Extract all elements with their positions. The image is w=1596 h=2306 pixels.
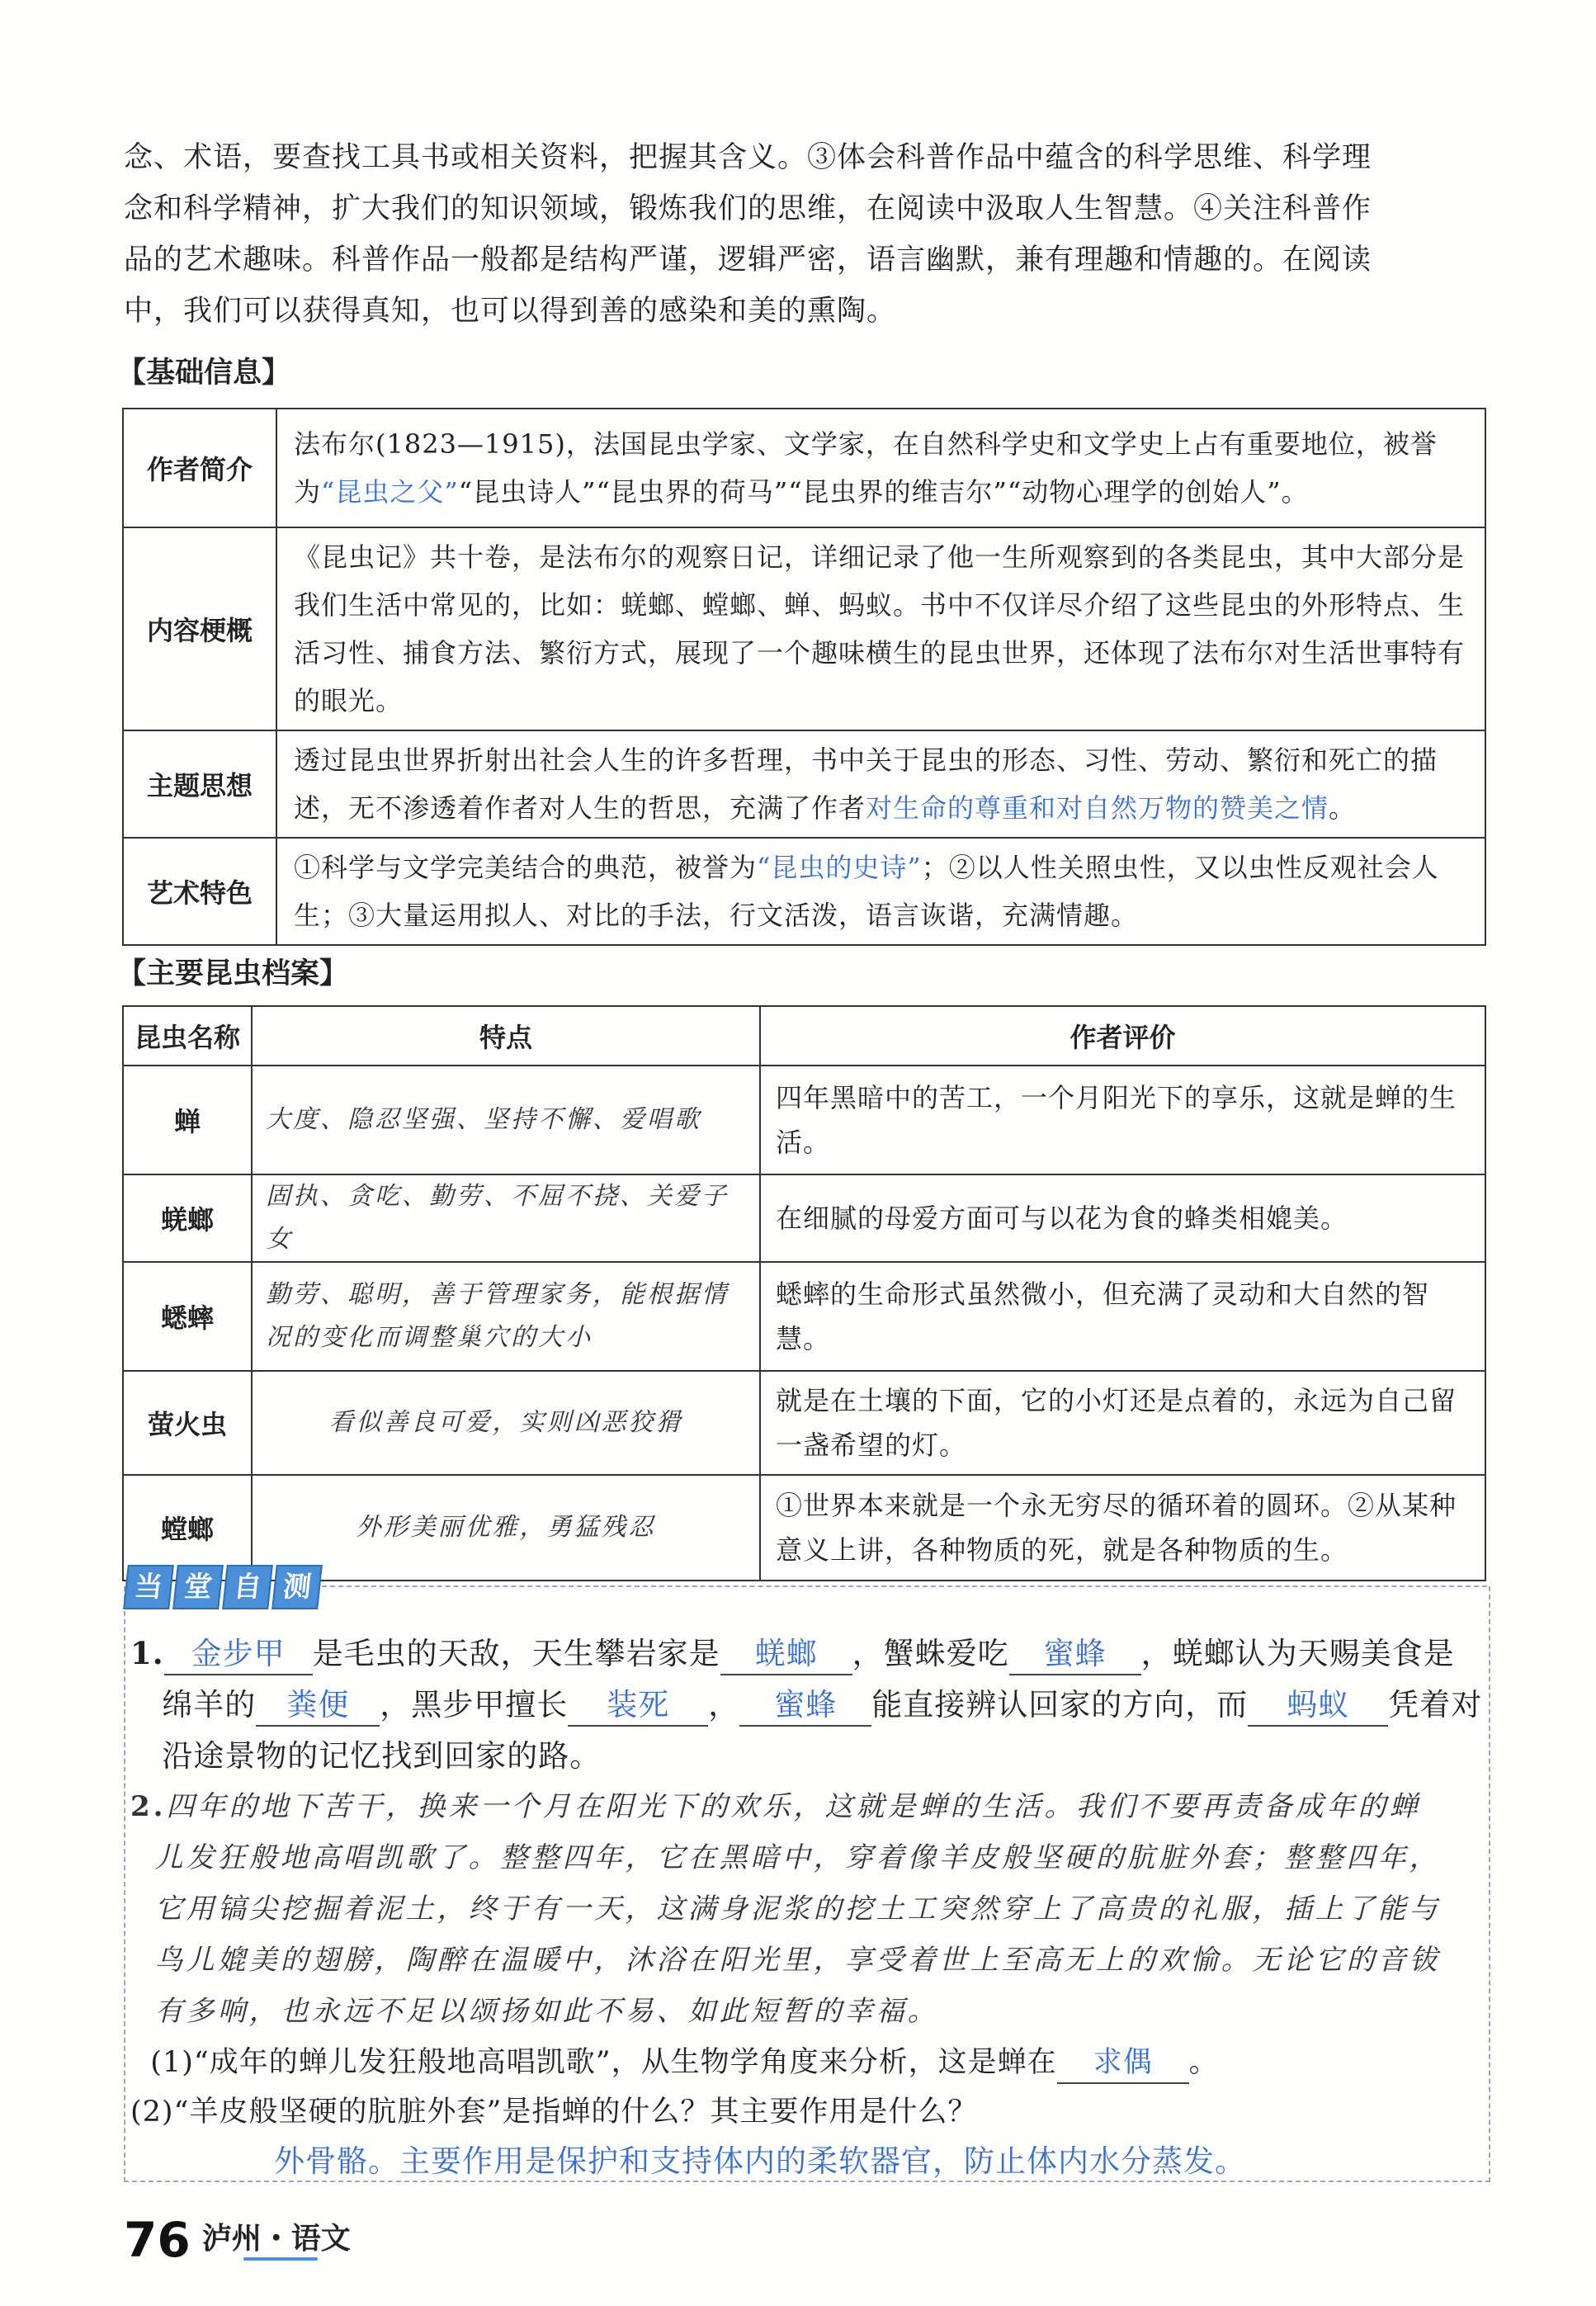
- intro-paragraph: [124, 132, 1485, 337]
- insect-evaluation: 四年黑暗中的苦工，一个月阳光下的享乐，这就是蝉的生活。: [760, 1066, 1485, 1174]
- insect-feature: 固执、贪吃、勤劳、不屈不挠、关爱子女: [252, 1174, 760, 1262]
- page-number: 76: [124, 2212, 191, 2268]
- insects-table: [122, 1005, 1486, 1581]
- row-label: 主题思想: [123, 730, 276, 838]
- table-row: [123, 1174, 1485, 1262]
- divider: [322, 1585, 1487, 1587]
- badge-char: 堂: [172, 1565, 224, 1609]
- insect-feature: 看似善良可爱，实则凶恶狡猾: [252, 1371, 760, 1475]
- question-1: 1. 金步甲 是毛虫的天敌，天生攀岩家是 蜣螂 ，蟹蛛爱吃 蜜蜂 ，蜣螂认为天赐美食是 绵羊的 粪便 ，黑步甲擅长 装死 ， 蜜蜂 能直接辨认回家的方向，而 蚂蚁 凭着对 沿途景物的记忆找到回家的路。: [130, 1635, 1483, 1774]
- row-label: 艺术特色: [123, 838, 276, 945]
- table-row: [123, 1066, 1485, 1174]
- intro-line: 念、术语，要查找工具书或相关资料，把握其含义。③体会科普作品中蕴含的科学思维、科学理: [124, 141, 1372, 174]
- answer-blank: 蚂蚁: [1248, 1685, 1388, 1727]
- footer-accent-line: [243, 2257, 318, 2261]
- badge-char: 测: [272, 1565, 323, 1609]
- question-2-sub2: (2)“羊皮般坚硬的肮脏外套”是指蝉的什么？其主要作用是什么？: [130, 2096, 978, 2129]
- row-text: 《昆虫记》共十卷，是法布尔的观察日记，详细记录了他一生所观察到的各类昆虫，其中大部分是我们生活中常见的，比如：蜣螂、螳螂、蝉、蚂蚁。书中不仅详尽介绍了这些昆虫的外形特点、生活习性、捕食方法、繁衍方式，展现了一个趣味横生的昆虫世界，还体现了法布尔对生活世事特有的眼光。: [276, 527, 1485, 730]
- table-row: [123, 1371, 1485, 1475]
- table-row: [123, 1475, 1485, 1581]
- row-text: 法布尔(1823—1915)，法国昆虫学家、文学家，在自然科学史和文学史上占有重要地位，被誉为“昆虫之父”“昆虫诗人”“昆虫界的荷马”“昆虫界的维吉尔”“动物心理学的创始人”。: [276, 409, 1485, 527]
- answer-blank: 求偶: [1057, 2043, 1189, 2084]
- answer-blank: 蜣螂: [720, 1634, 852, 1675]
- insect-feature: 外形美丽优雅，勇猛残忍: [252, 1475, 760, 1581]
- basic-info-heading: 【基础信息】: [117, 357, 291, 390]
- table-row: [123, 527, 1485, 730]
- insect-name: 螳螂: [123, 1475, 252, 1581]
- answer-blank: 蜜蜂: [1009, 1634, 1141, 1675]
- basic-info-table: [122, 408, 1486, 946]
- question-2-sub2-answer: 外骨骼。主要作用是保护和支持体内的柔软器官，防止体内水分蒸发。: [274, 2143, 1246, 2179]
- insects-heading: 【主要昆虫档案】: [117, 957, 349, 990]
- insect-evaluation: 蟋蟀的生命形式虽然微小，但充满了灵动和大自然的智慧。: [760, 1262, 1485, 1371]
- row-label: 内容梗概: [123, 527, 276, 730]
- insect-name: 蜣螂: [123, 1174, 252, 1262]
- insect-name: 蝉: [123, 1066, 252, 1174]
- question-2-sub1: (1)“成年的蝉儿发狂般地高唱凯歌”，从生物学角度来分析，这是蝉在 求偶 。: [130, 2037, 1484, 2088]
- column-header: 作者评价: [760, 1006, 1485, 1066]
- insect-name: 萤火虫: [123, 1371, 252, 1475]
- answer-blank: 粪便: [256, 1685, 380, 1727]
- row-text: 透过昆虫世界折射出社会人生的许多哲理，书中关于昆虫的形态、习性、劳动、繁衍和死亡的描述，无不渗透着作者对人生的哲思，充满了作者对生命的尊重和对自然万物的赞美之情。: [276, 730, 1485, 838]
- answer-blank: 装死: [568, 1685, 708, 1727]
- table-row: [123, 409, 1485, 527]
- question-2-passage: 2.四年的地下苦干，换来一个月在阳光下的欢乐，这就是蝉的生活。我们不要再责备成年的蝉 儿发狂般地高唱凯歌了。整整四年，它在黑暗中，穿着像羊皮般坚硬的肮脏外套；整整四年， 它用镐尖挖掘着泥土，终于有一天，这满身泥浆的挖土工突然穿上了高贵的礼服，插上了能与 鸟儿媲美的翅膀，陶醉在温暖中，沐浴在阳光里，享受着世上至高无上的欢愉。无论它的音钹 有多响，也永远不足以颂扬如此不易、如此短暂的幸福。: [130, 1790, 1441, 2028]
- badge-char: 当: [123, 1565, 174, 1609]
- book-title: 泸州・语文: [201, 2222, 351, 2256]
- table-row: [123, 730, 1485, 838]
- intro-line: 中，我们可以获得真知，也可以得到善的感染和美的熏陶。: [124, 295, 897, 328]
- table-row: [123, 1262, 1485, 1371]
- intro-line: 念和科学精神，扩大我们的知识领域，锻炼我们的思维，在阅读中汲取人生智慧。④关注科普作: [124, 192, 1372, 225]
- table-header-row: [123, 1006, 1485, 1066]
- insect-feature: 大度、隐忍坚强、坚持不懈、爱唱歌: [252, 1066, 760, 1174]
- answer-blank: 金步甲: [164, 1634, 313, 1675]
- insect-evaluation: 在细腻的母爱方面可与以花为食的蜂类相媲美。: [760, 1174, 1485, 1262]
- insect-name: 蟋蟀: [123, 1262, 252, 1371]
- insect-evaluation: ①世界本来就是一个永无穷尽的循环着的圆环。②从某种意义上讲，各种物质的死，就是各种物质的生。: [760, 1475, 1485, 1581]
- answer-blank: 蜜蜂: [739, 1685, 871, 1727]
- column-header: 特点: [252, 1006, 760, 1066]
- highlight-text: “昆虫之父”: [321, 476, 459, 508]
- row-text: ①科学与文学完美结合的典范，被誉为“昆虫的史诗”；②以人性关照虫性，又以虫性反观社会人生；③大量运用拟人、对比的手法，行文活泼，语言诙谐，充满情趣。: [276, 838, 1485, 945]
- highlight-text: “昆虫的史诗”: [757, 852, 922, 883]
- self-test-badge: [125, 1565, 320, 1609]
- insect-evaluation: 就是在土壤的下面，它的小灯还是点着的，永远为自己留一盏希望的灯。: [760, 1371, 1485, 1475]
- badge-char: 自: [222, 1565, 273, 1609]
- intro-line: 品的艺术趣味。科普作品一般都是结构严谨，逻辑严密，语言幽默，兼有理趣和情趣的。在阅读: [124, 243, 1372, 276]
- table-row: [123, 838, 1485, 945]
- row-label: 作者简介: [123, 409, 276, 527]
- insect-feature: 勤劳、聪明，善于管理家务，能根据情况的变化而调整巢穴的大小: [252, 1262, 760, 1371]
- column-header: 昆虫名称: [123, 1006, 252, 1066]
- highlight-text: 对生命的尊重和对自然万物的赞美之情: [866, 792, 1329, 824]
